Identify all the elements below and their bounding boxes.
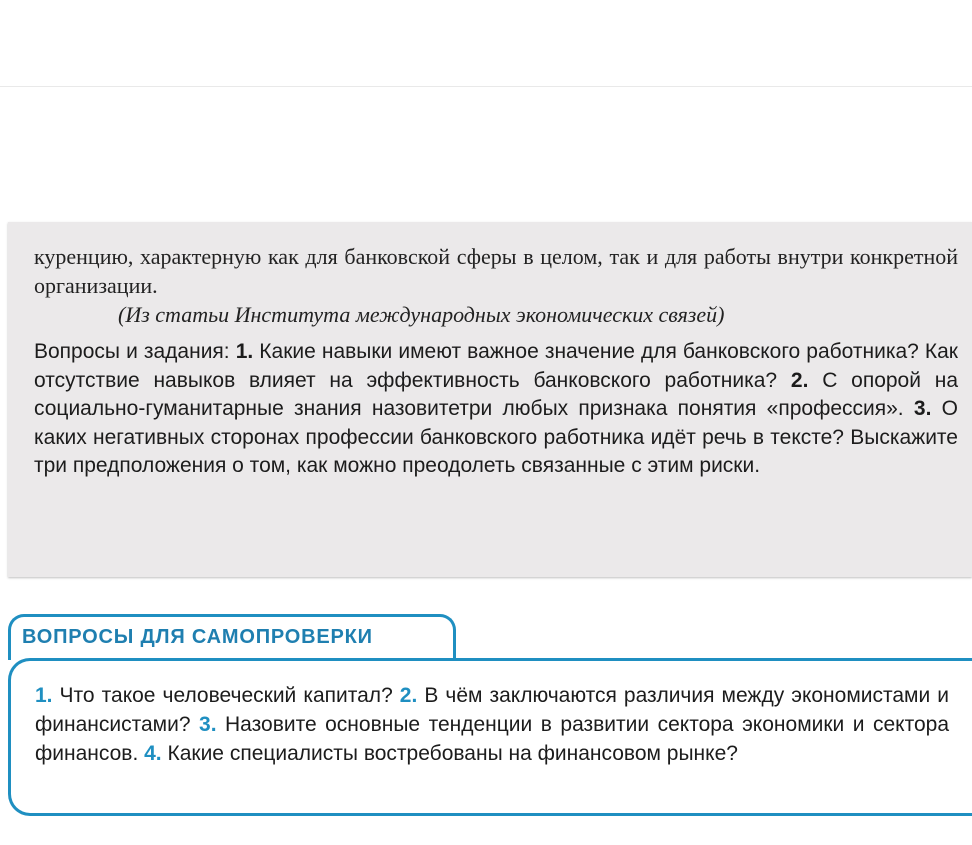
selfcheck-box — [8, 658, 972, 816]
task-text: С опорой на социально-гуманитарные знания назовитетри любых признака понятия «профессия». — [34, 368, 959, 420]
source-excerpt-box — [8, 222, 972, 577]
question-text: Назовите основные тенденции в развитии сектора экономики и сектора финансов. — [35, 713, 949, 765]
question-number: 4. — [144, 742, 162, 765]
question-text: Какие специалисты востребованы на финансовом рынке? — [161, 742, 738, 765]
question-number: 2. — [399, 684, 418, 707]
source-attribution: (Из статьи Института международных экономических связей) — [118, 302, 725, 327]
task-text: Какие навыки имеют важное значение для банковского работника? Как отсутствие навыков влияет на эффективность банковского работника? — [34, 340, 958, 392]
task-number: 2. — [790, 368, 809, 392]
task-number: 3. — [913, 397, 932, 420]
task-number: 1. — [235, 340, 254, 363]
question-number: 1. — [35, 684, 53, 707]
selfcheck-title: ВОПРОСЫ ДЛЯ САМОПРОВЕРКИ — [22, 626, 373, 648]
question-text: Что такое человеческий капитал? — [52, 684, 400, 707]
selfcheck-questions — [35, 681, 949, 768]
page-top-rule — [0, 86, 972, 87]
source-text: куренцию, характерную как для банковской сферы в целом, так и для работы внутри конкретной организации. — [34, 244, 958, 298]
task-text: О каких негативных сторонах профессии банковского работника идёт речь в тексте? Выскажите три предположения о том, как можно преодолеть связанные с этим риски. — [34, 397, 959, 477]
tasks-paragraph — [34, 338, 958, 481]
question-text: В чём заключаются различия между экономистами и финансистами? — [35, 684, 949, 736]
tasks-heading: Вопросы и задания: — [34, 340, 236, 363]
question-number: 3. — [199, 713, 217, 736]
